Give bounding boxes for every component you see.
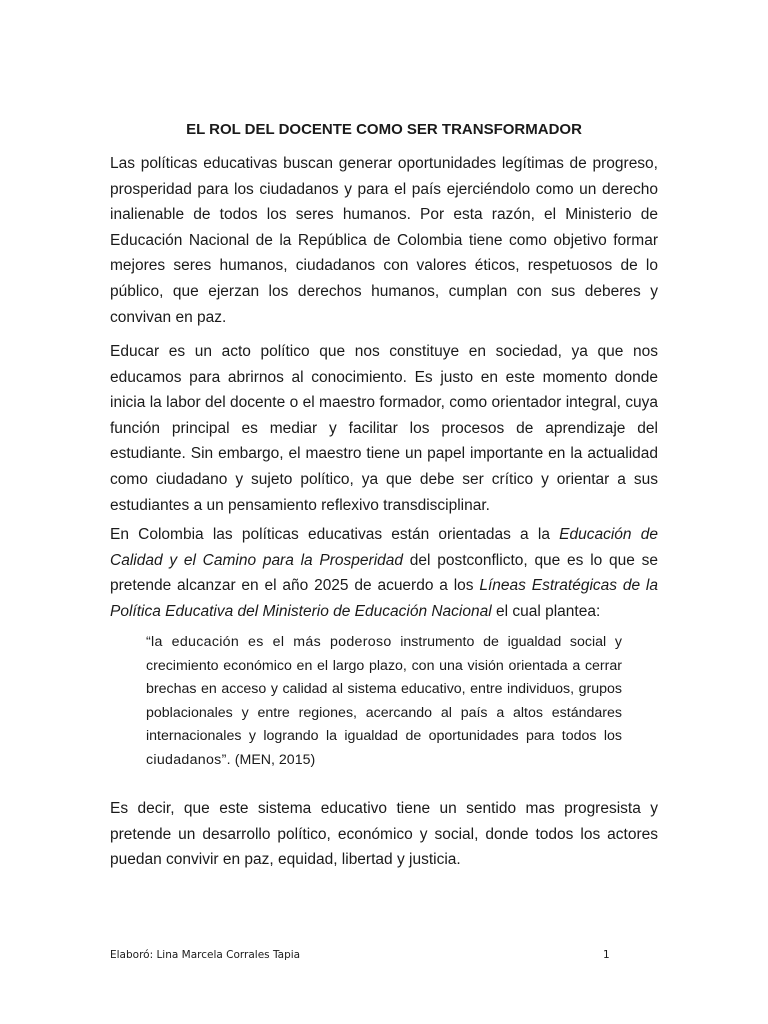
paragraph-conclusion: Es decir, que este sistema educativo tiene un sentido mas progresista y pretende un desarrollo político, económico y social, donde todos los actores puedan convivir en paz, equidad, libertad y justicia. <box>110 800 658 869</box>
footer-page-number: 1 <box>603 949 610 961</box>
italic-educacion-de-calidad: Educación de Calidad y el Camino para la Prosperidad <box>110 526 658 569</box>
document-page <box>110 0 658 1024</box>
men-quote <box>146 631 622 773</box>
footer-author: Elaboró: Lina Marcela Corrales Tapia <box>110 949 301 961</box>
paragraph-colombia-text-3: el cual plantea: <box>491 602 601 620</box>
quote-body: instrumento de igualdad social y crecimiento económico en el largo plazo, con una visión orientada a cerrar brechas en acceso y calidad al sistema educativo, entre individuos, grupos poblacionales y entre regiones, acercando al país a altos estándares internacionales y logrando la igualdad de oportunidades para todos los <box>146 634 622 745</box>
paragraph-colombia-text-1: En Colombia las políticas educativas están orientadas a la <box>110 526 560 543</box>
paragraph-colombia-text-2: del postconflicto, que es lo que se pretende alcanzar en el año 2025 de acuerdo a los <box>110 551 658 595</box>
quote-tail: ciudadanos”. <box>146 751 231 768</box>
document-title: EL ROL DEL DOCENTE COMO SER TRANSFORMADOR <box>186 121 582 138</box>
italic-lineas-estrategicas: Líneas Estratégicas de la Política Educativa del Ministerio de Educación Nacional <box>110 577 658 620</box>
quote-lead: “la educación es el más poderoso <box>146 634 392 650</box>
paragraph-colombia <box>110 522 658 624</box>
quote-citation: (MEN, 2015) <box>230 751 316 768</box>
paragraph-educar: Educar es un acto político que nos constituye en sociedad, ya que nos educamos para abrirnos al conocimiento. Es justo en este momento donde inicia la labor del docente o el maestro formador, como orientador integral, cuya función principal es mediar y facilitar los procesos de aprendizaje del estudiante. Sin embargo, el maestro tiene un papel importante en la actualidad como ciudadano y sujeto político, ya que debe ser crítico y orientar a sus estudiantes a un pensamiento reflexivo transdisciplinar. <box>110 343 658 514</box>
paragraph-intro: Las políticas educativas buscan generar oportunidades legítimas de progreso, prosperidad para los ciudadanos y para el país ejerciéndolo como un derecho inalienable de todos los seres humanos. Por esta razón, el Ministerio de Educación Nacional de la República de Colombia tiene como objetivo formar mejores seres humanos, ciudadanos con valores éticos, respetuosos de lo público, que ejerzan los derechos humanos, cumplan con sus deberes y convivan en paz. <box>110 155 658 326</box>
